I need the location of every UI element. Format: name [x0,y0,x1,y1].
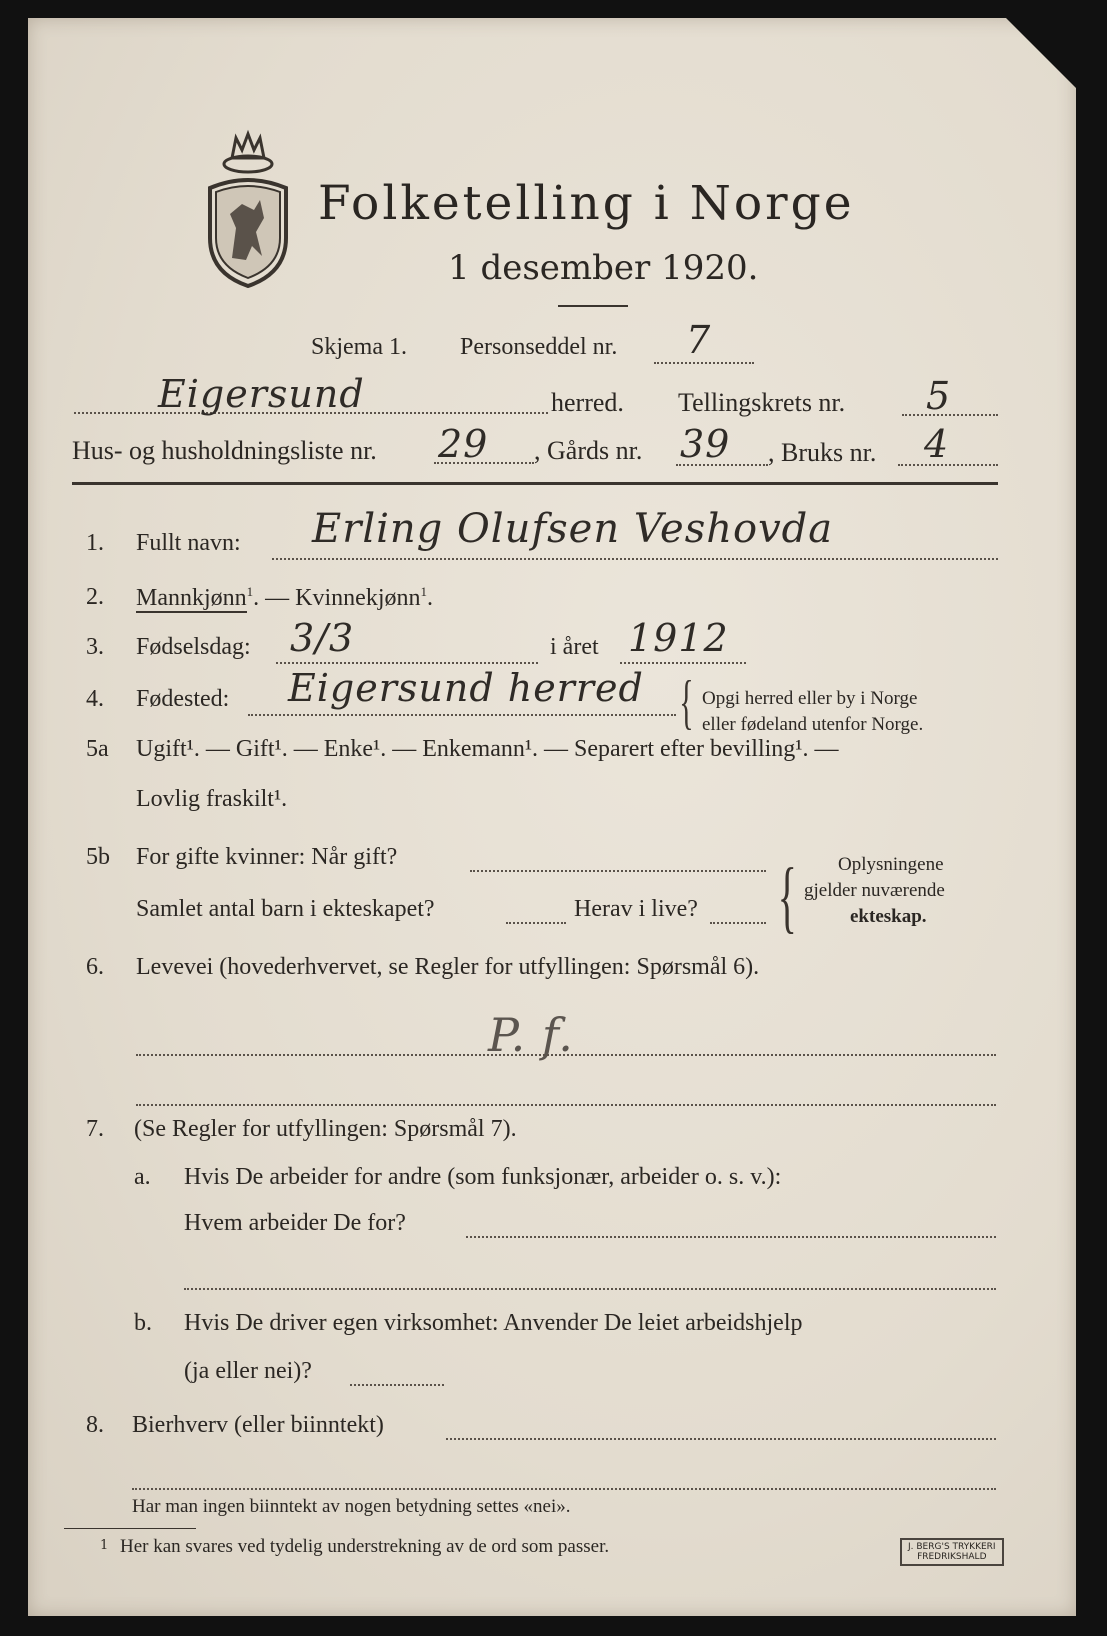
q3-birthday-value[interactable]: 3/3 [290,616,355,660]
q5b-note-line2: gjelder nuværende [804,880,945,901]
form-title: Folketelling i Norge [318,176,855,231]
q8-field[interactable] [446,1438,996,1440]
q7-number: 7. [86,1116,104,1142]
q7a-letter: a. [134,1164,151,1190]
q5b-children-label: Samlet antal barn i ekteskapet? [136,896,435,922]
gards-label: , Gårds nr. [534,436,643,465]
footnote-text: Her kan svares ved tydelig understrekning av de ord som passer. [120,1536,610,1557]
gards-value[interactable]: 39 [680,422,731,466]
q7-label: (Se Regler for utfyllingen: Spørsmål 7). [134,1116,517,1142]
q3-year-label: i året [550,634,599,660]
q4-number: 4. [86,686,104,712]
herred-label: herred. [551,388,624,417]
q7b-letter: b. [134,1310,152,1336]
q2-female-option[interactable]: . — Kvinnekjønn [253,585,421,611]
q8-number: 8. [86,1412,104,1438]
q4-note-line1: Opgi herred eller by i Norge [702,688,918,709]
q7a-employer-label: Hvem arbeider De for? [184,1210,406,1236]
q5b-number: 5b [86,844,110,870]
q1-full-name-value[interactable]: Erling Olufsen Veshovda [312,506,834,552]
q2-male-option[interactable]: Mannkjønn [136,585,247,611]
q3-label: Fødselsdag: [136,634,251,660]
q7b-line1: Hvis De driver egen virksomhet: Anvender De leiet arbeidshjelp [184,1310,803,1336]
q5b-note-line3: ekteskap. [850,906,927,927]
q5b-married-when-field[interactable] [470,870,766,872]
q5a-divorced-option[interactable]: Lovlig fraskilt¹. [136,786,288,812]
q4-birthplace-value[interactable]: Eigersund herred [288,666,644,710]
printer-stamp-line1: J. BERG'S TRYKKERI [908,1542,996,1552]
census-form-sheet [28,18,1076,1616]
tellingskrets-value[interactable]: 5 [926,374,952,418]
q6-occupation-value[interactable]: P. f. [488,1008,574,1062]
q5b-alive-field[interactable] [710,922,766,924]
q4-note-line2: eller fødeland utenfor Norge. [702,714,924,735]
q8-label: Bierhverv (eller biinntekt) [132,1412,384,1438]
q3-year-value[interactable]: 1912 [628,616,729,660]
q5a-marital-options[interactable]: Ugift¹. — Gift¹. — Enke¹. — Enkemann¹. — Separert efter bevilling¹. — [136,736,839,762]
title-divider [558,305,628,307]
q6-number: 6. [86,954,104,980]
q2-number: 2. [86,584,104,610]
q5b-brace: { [777,853,797,941]
q2-end: . [427,585,433,611]
personseddel-label: Personseddel nr. [460,334,618,360]
bruks-label: , Bruks nr. [768,438,877,467]
q4-brace: { [679,669,694,735]
printer-stamp-line2: FREDRIKSHALD [917,1552,987,1562]
herred-value[interactable]: Eigersund [158,372,365,416]
header-rule [72,482,998,485]
q7b-hired-help-field[interactable] [350,1384,444,1386]
q4-label: Fødested: [136,686,230,712]
q2-sup: 1 [246,584,254,599]
folded-corner [1006,18,1076,88]
personseddel-value[interactable]: 7 [686,318,712,362]
coat-of-arms-icon [202,128,294,288]
tellingskrets-label: Tellingskrets nr. [678,388,846,417]
q2-sup-2: 1 [420,584,427,599]
husliste-label: Hus- og husholdningsliste nr. [72,436,377,465]
q1-label: Fullt navn: [136,530,241,556]
q5b-note-line1: Oplysningene [838,854,944,875]
printer-stamp [900,1538,1004,1566]
bruks-value[interactable]: 4 [924,422,950,466]
q7b-hired-help-label: (ja eller nei)? [184,1358,312,1384]
q5b-alive-label: Herav i live? [574,896,698,922]
q7a-employer-field[interactable] [466,1236,996,1238]
q7a-line1: Hvis De arbeider for andre (som funksjonær, arbeider o. s. v.): [184,1164,782,1190]
skjema-label: Skjema 1. [311,334,407,360]
husliste-value[interactable]: 29 [438,422,489,466]
form-date: 1 desember 1920. [448,248,759,288]
q3-number: 3. [86,634,104,660]
q5a-number: 5a [86,736,109,762]
q1-number: 1. [86,530,104,556]
q5b-married-when-label: For gifte kvinner: Når gift? [136,844,398,870]
footnote-number: 1 [100,1538,109,1553]
footnote-rule [64,1528,196,1529]
q8-note: Har man ingen biinntekt av nogen betydning settes «nei». [132,1496,571,1517]
q6-label: Levevei (hovederhvervet, se Regler for utfyllingen: Spørsmål 6). [136,954,760,980]
q2-gender-options[interactable] [136,584,433,612]
q5b-children-field[interactable] [506,922,566,924]
